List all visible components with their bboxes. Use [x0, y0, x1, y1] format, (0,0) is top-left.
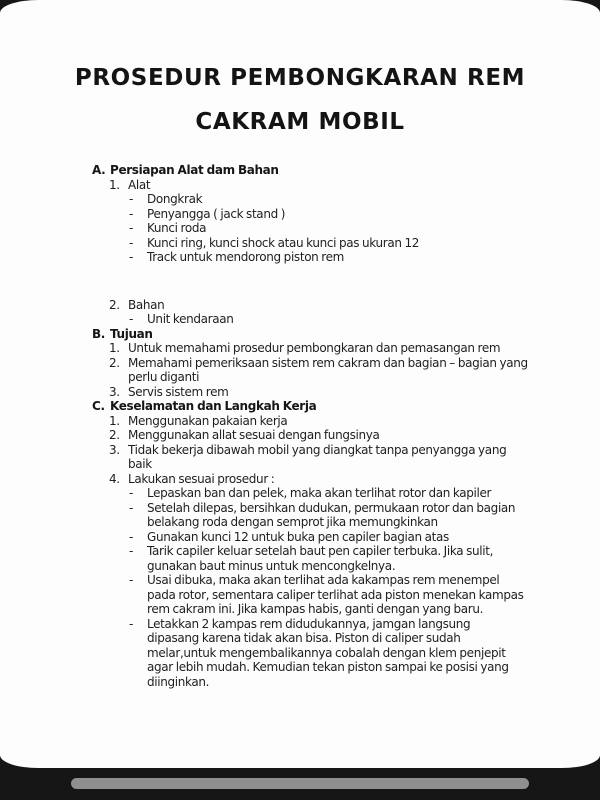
gesture-bar[interactable] [71, 778, 529, 789]
numbered-list-item [0, 414, 600, 429]
bullet-dash: - [129, 544, 133, 558]
bullet-dash: - [129, 573, 133, 587]
bullet-dash: - [129, 250, 133, 264]
bullet-text: Letakkan 2 kampas rem didudukannya, jamgan langsung dipasang karena tidak akan bisa. Piston di caliper sudah melar,untuk mengembalikannya cobalah dengan klem penjepit agar lebih mudah. Kemudian tekan piston sampai ke posisi yang diinginkan. [147, 616, 509, 689]
bullet-text: Gunakan kunci 12 untuk buka pen capiler bagian atas [147, 529, 449, 544]
system-navigation-area [0, 768, 600, 800]
section-heading [0, 163, 600, 178]
list-number: 3. [109, 442, 120, 457]
list-item-text: Menggunakan allat sesuai dengan fungsinya [128, 428, 380, 442]
bullet-list-item [0, 486, 600, 501]
section-heading-text: Tujuan [110, 326, 153, 341]
list-item-text: Untuk memahami prosedur pembongkaran dan pemasangan rem [128, 341, 501, 355]
bullet-text: Kunci roda [147, 221, 207, 235]
bullet-list-item [0, 544, 600, 573]
bullet-list-item [0, 530, 600, 545]
numbered-list-item [0, 298, 600, 313]
numbered-list-item [0, 385, 600, 400]
bullet-text: Kunci ring, kunci shock atau kunci pas ukuran 12 [147, 235, 420, 250]
document-title-line2: CAKRAM MOBIL [195, 109, 405, 135]
section-heading [0, 327, 600, 342]
numbered-list-item [0, 178, 600, 193]
section-label: C. [92, 399, 105, 413]
bullet-list-item [0, 221, 600, 236]
bullet-list-item [0, 207, 600, 222]
list-number: 2. [109, 297, 120, 312]
list-item-text: Lakukan sesuai prosedur : [128, 471, 275, 486]
bullet-text: Dongkrak [147, 192, 203, 206]
list-number: 2. [109, 355, 120, 370]
list-item-text: Alat [128, 177, 151, 192]
bullet-list-item [0, 501, 600, 530]
document-title [0, 56, 600, 144]
list-item-text: Servis sistem rem [128, 384, 229, 399]
document-title-line1: PROSEDUR PEMBONGKARAN REM [74, 65, 526, 91]
section-heading-text: Keselamatan dan Langkah Kerja [110, 399, 317, 413]
list-item-text: Menggunakan pakaian kerja [128, 413, 288, 428]
list-number: 1. [109, 341, 120, 355]
bullet-text: Penyangga ( jack stand ) [147, 206, 286, 221]
section-heading-text: Persiapan Alat dam Bahan [110, 163, 279, 177]
doc-section [0, 327, 600, 400]
bullet-text: Tarik capiler keluar setelah baut pen capiler terbuka. Jika sulit, gunakan baut minus untuk mencongkelnya. [147, 544, 494, 573]
list-number: 2. [109, 428, 120, 442]
numbered-list-item [0, 443, 600, 472]
bullet-list-item [0, 236, 600, 251]
list-item-text: Tidak bekerja dibawah mobil yang diangkat tanpa penyangga yang baik [128, 442, 507, 471]
bullet-text: Unit kendaraan [147, 312, 234, 326]
bullet-dash: - [129, 616, 133, 631]
numbered-list-item [0, 472, 600, 487]
bullet-text: Usai dibuka, maka akan terlihat ada kakampas rem menempel pada rotor, sementara caliper terlihat ada piston menekan kampas rem cakram ini. Jika kampas habis, ganti dengan yang baru. [147, 573, 524, 616]
section-label: A. [92, 163, 106, 177]
bullet-text: Track untuk mendorong piston rem [147, 250, 344, 264]
document-body [0, 163, 600, 689]
numbered-list-item [0, 341, 600, 356]
bullet-list-item [0, 192, 600, 207]
section-label: B. [92, 326, 106, 341]
bullet-dash: - [129, 192, 133, 206]
bullet-dash: - [129, 312, 133, 326]
bullet-dash: - [129, 486, 133, 500]
bullet-list-item [0, 617, 600, 690]
bullet-dash: - [129, 529, 133, 544]
list-item-text: Memahami pemeriksaan sistem rem cakram dan bagian – bagian yang perlu diganti [128, 355, 528, 384]
list-number: 3. [109, 384, 120, 399]
list-number: 1. [109, 413, 120, 428]
bullet-list-item [0, 573, 600, 617]
doc-section [0, 163, 600, 327]
bullet-dash: - [129, 235, 133, 250]
bullet-text: Lepaskan ban dan pelek, maka akan terlihat rotor dan kapiler [147, 486, 492, 500]
section-heading [0, 399, 600, 414]
numbered-list-item [0, 356, 600, 385]
bullet-dash: - [129, 221, 133, 235]
list-number: 4. [109, 471, 120, 486]
list-number: 1. [109, 177, 120, 192]
numbered-list-item [0, 428, 600, 443]
list-item-text: Bahan [128, 297, 165, 312]
bullet-dash: - [129, 206, 133, 221]
bullet-dash: - [129, 500, 133, 515]
bullet-list-item [0, 312, 600, 327]
bullet-list-item [0, 250, 600, 265]
bullet-text: Setelah dilepas, bersihkan dudukan, permukaan rotor dan bagian belakang roda dengan semprot jika memungkinkan [147, 500, 516, 529]
doc-section [0, 399, 600, 689]
